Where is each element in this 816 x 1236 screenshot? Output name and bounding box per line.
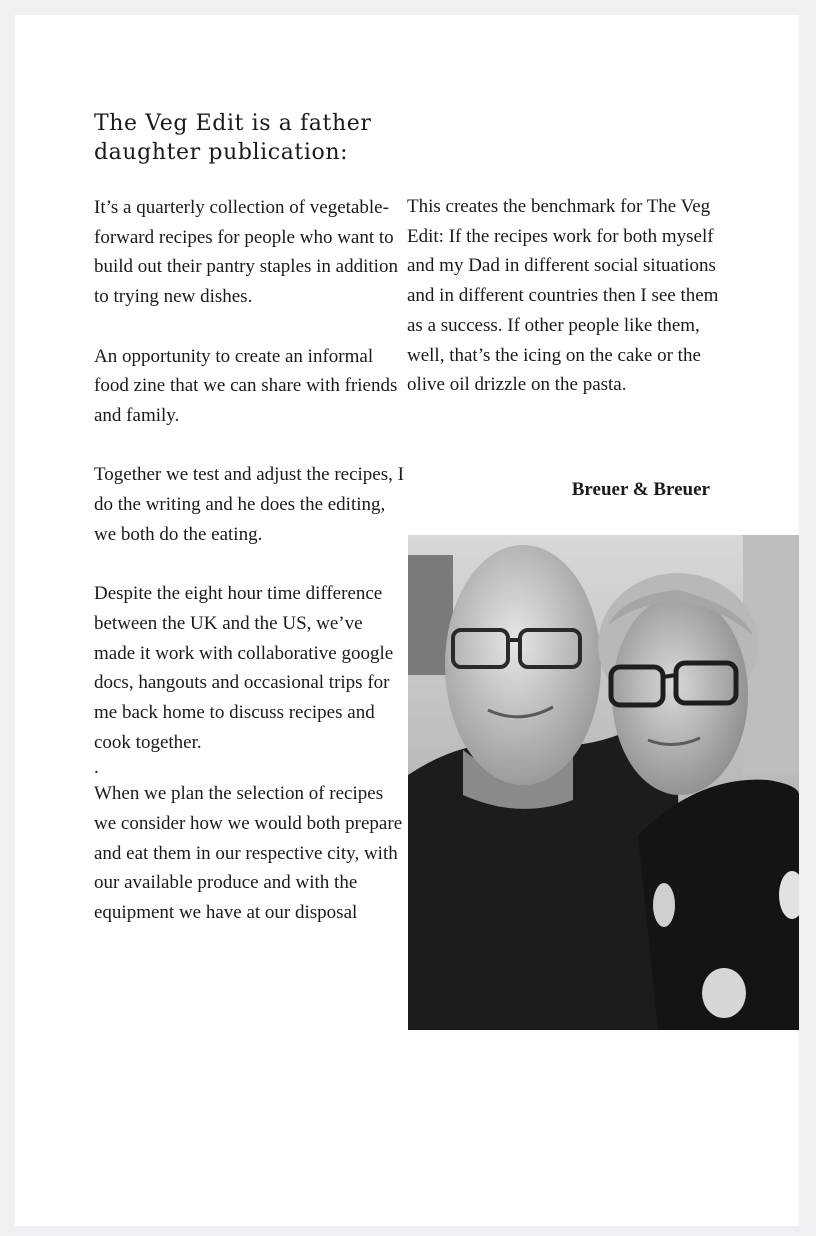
paragraph-planning: When we plan the selection of recipes we consider how we would both prepare and eat them in our respective city, with our available produce and with the equipment we have at our disposal [94,783,403,924]
portrait-photo [408,535,799,1030]
page [15,15,799,1226]
signature: Breuer & Breuer [571,479,710,500]
portrait-photo-icon [408,535,799,1030]
right-column [407,192,722,400]
paragraph-process: Together we test and adjust the recipes, I do the writing and he does the editing, we both do the eating. [94,464,404,545]
paragraph-distance: Despite the eight hour time difference between the UK and the US, we’ve made it work with collaborative google docs, hangouts and occasional trips for me back home to discuss recipes and cook together. [94,583,394,753]
paragraph-benchmark: This creates the benchmark for The Veg Edit: If the recipes work for both myself and my Dad in different social situations and in different countries then I see them as a success. If other people like them, well, that’s the icing on the cake or the olive oil drizzle on the pasta. [407,196,719,396]
paragraph-zine: An opportunity to create an informal food zine that we can share with friends and family. [94,345,398,426]
left-column [94,193,404,928]
paragraph-intro: It’s a quarterly collection of vegetable-forward recipes for people who want to build out their pantry staples in addition to trying new dishes. [94,197,398,308]
page-heading: The Veg Edit is a father daughter publication: [94,111,372,165]
stray-period: . [94,757,99,779]
